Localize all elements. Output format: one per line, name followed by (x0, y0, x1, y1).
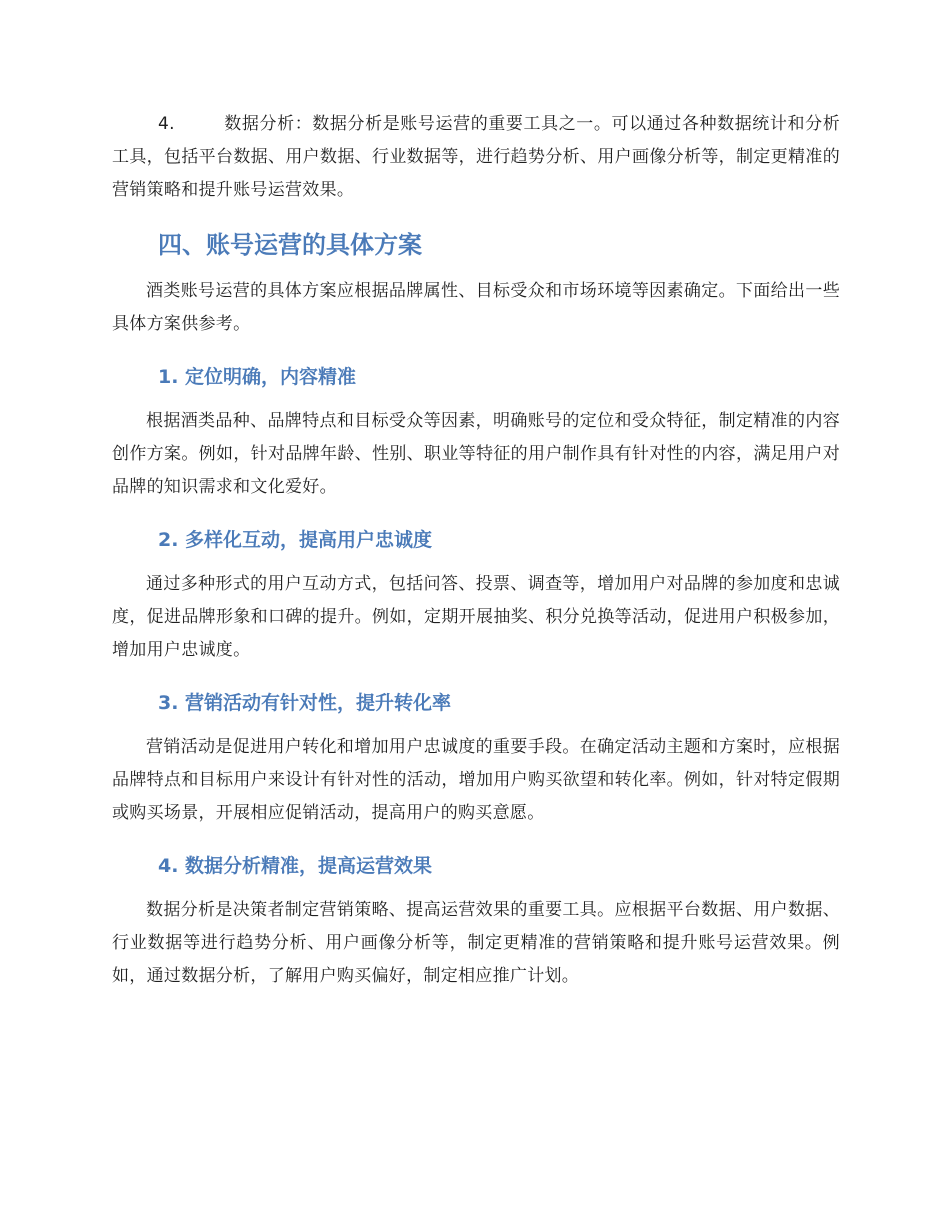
numbered-list-item (112, 108, 840, 207)
list-item-text: 数据分析：数据分析是账号运营的重要工具之一。可以通过各种数据统计和分析工具，包括平台数据、用户数据、行业数据等，进行趋势分析、用户画像分析等，制定更精准的营销策略和提升账号运营效果。 (112, 114, 840, 200)
subsection-paragraph-4: 数据分析是决策者制定营销策略、提高运营效果的重要工具。应根据平台数据、用户数据、行业数据等进行趋势分析、用户画像分析等，制定更精准的营销策略和提升账号运营效果。例如，通过数据分析，了解用户购买偏好，制定相应推广计划。 (112, 900, 840, 986)
section-intro-paragraph: 酒类账号运营的具体方案应根据品牌属性、目标受众和市场环境等因素确定。下面给出一些具体方案供参考。 (112, 281, 840, 334)
subsection-heading-3: 3. 营销活动有针对性，提升转化率 (158, 692, 452, 714)
list-number: 4. (158, 114, 175, 134)
section-heading: 四、账号运营的具体方案 (158, 231, 422, 259)
document-page (112, 108, 840, 993)
subsection-heading-1: 1. 定位明确，内容精准 (158, 366, 357, 388)
subsection-heading-4: 4. 数据分析精准，提高运营效果 (158, 855, 433, 877)
subsection-paragraph-2: 通过多种形式的用户互动方式，包括问答、投票、调查等，增加用户对品牌的参加度和忠诚度，促进品牌形象和口碑的提升。例如，定期开展抽奖、积分兑换等活动，促进用户积极参加，增加用户忠诚度。 (112, 574, 840, 660)
subsection-paragraph-3: 营销活动是促进用户转化和增加用户忠诚度的重要手段。在确定活动主题和方案时，应根据品牌特点和目标用户来设计有针对性的活动，增加用户购买欲望和转化率。例如，针对特定假期或购买场景，开展相应促销活动，提高用户的购买意愿。 (112, 737, 840, 823)
subsection-paragraph-1: 根据酒类品种、品牌特点和目标受众等因素，明确账号的定位和受众特征，制定精准的内容创作方案。例如，针对品牌年龄、性别、职业等特征的用户制作具有针对性的内容，满足用户对品牌的知识需求和文化爱好。 (112, 411, 840, 497)
subsection-heading-2: 2. 多样化互动，提高用户忠诚度 (158, 529, 433, 551)
